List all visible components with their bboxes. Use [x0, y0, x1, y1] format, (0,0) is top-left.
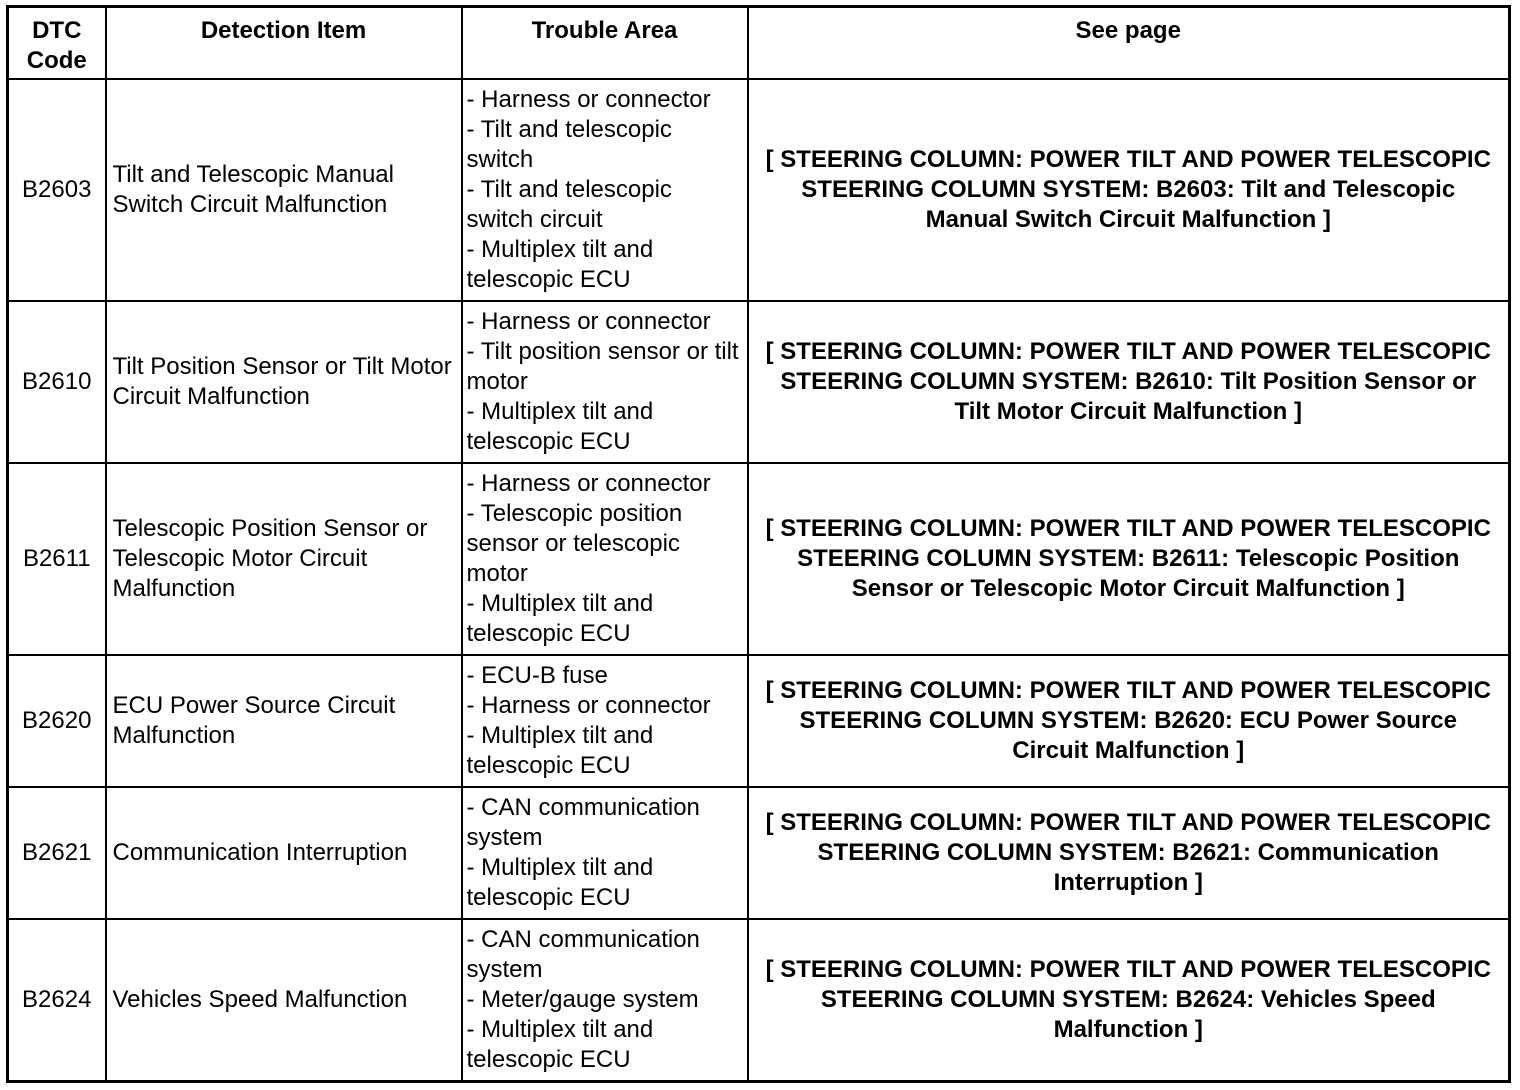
detection-item-cell: Tilt Position Sensor or Tilt Motor Circuit Malfunction — [106, 301, 462, 463]
dtc-code-cell: B2620 — [8, 655, 106, 787]
trouble-area-line: - ECU-B fuse — [466, 662, 608, 689]
table-row — [8, 301, 1510, 463]
table-row — [8, 79, 1510, 301]
dtc-code-cell: B2624 — [8, 919, 106, 1081]
trouble-area-line: - Harness or connector — [466, 692, 711, 719]
trouble-area-cell — [462, 463, 748, 655]
trouble-area-line: - Tilt position sensor or tilt motor — [466, 338, 739, 395]
see-page-link[interactable]: [ STEERING COLUMN: POWER TILT AND POWER TELESCOPIC STEERING COLUMN SYSTEM: B2621: Communication Interruption ] — [748, 787, 1510, 919]
trouble-area-line: - CAN communication system — [466, 794, 700, 851]
trouble-area-line: - Harness or connector — [466, 470, 711, 497]
table-row — [8, 787, 1510, 919]
see-page-link[interactable]: [ STEERING COLUMN: POWER TILT AND POWER TELESCOPIC STEERING COLUMN SYSTEM: B2624: Vehicles Speed Malfunction ] — [748, 919, 1510, 1081]
table-header — [8, 7, 1510, 80]
trouble-area-line: - Tilt and telescopic switch circuit — [466, 176, 672, 233]
trouble-area-line: - Multiplex tilt and telescopic ECU — [466, 236, 654, 293]
detection-item-cell: Telescopic Position Sensor or Telescopic Motor Circuit Malfunction — [106, 463, 462, 655]
dtc-code-cell: B2611 — [8, 463, 106, 655]
dtc-code-cell: B2621 — [8, 787, 106, 919]
trouble-area-line: - Tilt and telescopic switch — [466, 116, 672, 173]
detection-item-cell: Tilt and Telescopic Manual Switch Circuit Malfunction — [106, 79, 462, 301]
trouble-area-line: - Multiplex tilt and telescopic ECU — [466, 1015, 654, 1073]
table-row — [8, 919, 1510, 1081]
see-page-link[interactable]: [ STEERING COLUMN: POWER TILT AND POWER TELESCOPIC STEERING COLUMN SYSTEM: B2603: Tilt and Telescopic Manual Switch Circuit Malfunction ] — [748, 79, 1510, 301]
see-page-link[interactable]: [ STEERING COLUMN: POWER TILT AND POWER TELESCOPIC STEERING COLUMN SYSTEM: B2620: ECU Power Source Circuit Malfunction ] — [748, 655, 1510, 787]
trouble-area-line: - CAN communication system — [466, 925, 700, 983]
see-page-link[interactable]: [ STEERING COLUMN: POWER TILT AND POWER TELESCOPIC STEERING COLUMN SYSTEM: B2610: Tilt Position Sensor or Tilt Motor Circuit Malfunction ] — [748, 301, 1510, 463]
trouble-area-line: - Multiplex tilt and telescopic ECU — [466, 854, 654, 911]
table-row — [8, 655, 1510, 787]
detection-item-cell: Vehicles Speed Malfunction — [106, 919, 462, 1081]
trouble-area-line: - Multiplex tilt and telescopic ECU — [466, 398, 654, 455]
header-detection-item: Detection Item — [106, 7, 462, 80]
dtc-code-cell: B2610 — [8, 301, 106, 463]
trouble-area-line: - Meter/gauge system — [466, 985, 699, 1013]
trouble-area-line: - Harness or connector — [466, 308, 711, 335]
trouble-area-line: - Multiplex tilt and telescopic ECU — [466, 590, 654, 647]
trouble-area-line: - Telescopic position sensor or telescopic motor — [466, 500, 683, 587]
dtc-table — [6, 5, 1511, 1083]
see-page-link[interactable]: [ STEERING COLUMN: POWER TILT AND POWER TELESCOPIC STEERING COLUMN SYSTEM: B2611: Telescopic Position Sensor or Telescopic Motor Circuit Malfunction ] — [748, 463, 1510, 655]
trouble-area-cell — [462, 301, 748, 463]
header-see-page: See page — [748, 7, 1510, 80]
table-row — [8, 463, 1510, 655]
detection-item-cell: ECU Power Source Circuit Malfunction — [106, 655, 462, 787]
table-body — [8, 79, 1510, 1081]
dtc-code-cell: B2603 — [8, 79, 106, 301]
trouble-area-cell — [462, 919, 748, 1081]
trouble-area-cell — [462, 655, 748, 787]
detection-item-cell: Communication Interruption — [106, 787, 462, 919]
header-row — [8, 7, 1510, 80]
trouble-area-cell — [462, 79, 748, 301]
header-trouble-area: Trouble Area — [462, 7, 748, 80]
trouble-area-line: - Multiplex tilt and telescopic ECU — [466, 722, 654, 779]
trouble-area-line: - Harness or connector — [466, 86, 711, 113]
trouble-area-cell — [462, 787, 748, 919]
header-dtc-code: DTC Code — [8, 7, 106, 80]
